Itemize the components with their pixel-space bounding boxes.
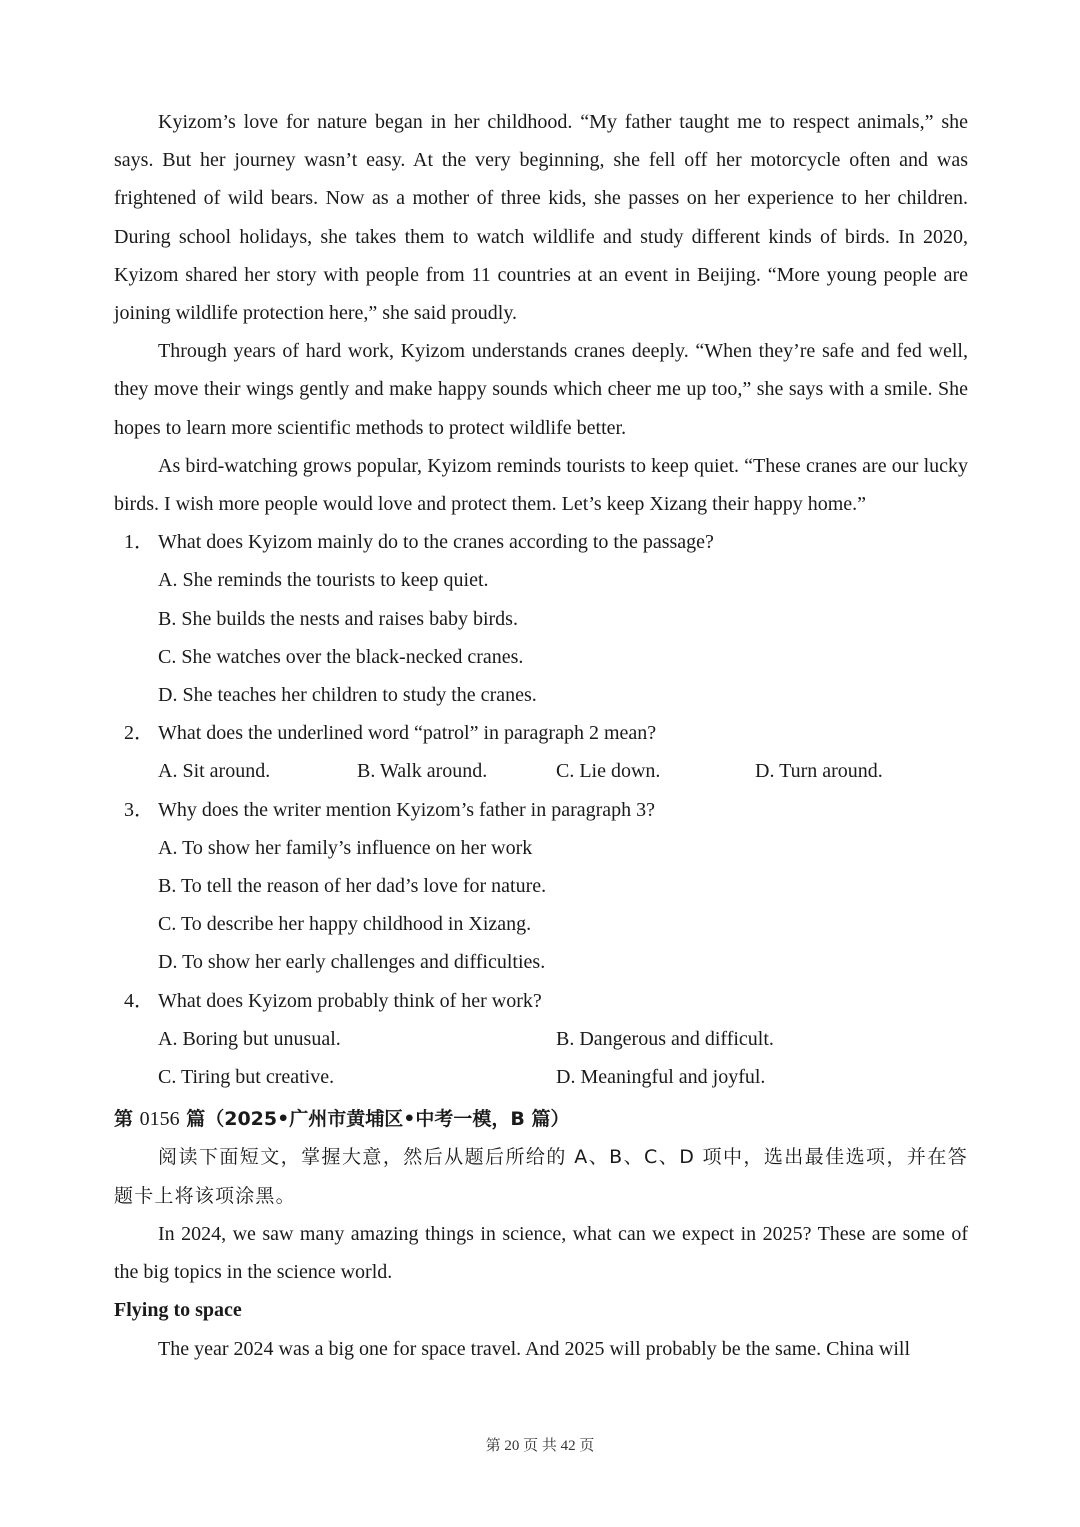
option-b: B. To tell the reason of her dad’s love for nature. <box>158 875 547 898</box>
section-paragraph: The year 2024 was a big one for space travel. And 2025 will probably be the same. China will <box>158 1337 911 1360</box>
option-b: B. Walk around. <box>357 760 488 783</box>
options-row <box>114 1058 968 1096</box>
passage-paragraph: Through years of hard work, Kyizom understands cranes deeply. “When they’re safe and fed well, they move their wings gently and make happy sounds which cheer me up too,” she says with a smile. She hopes to learn more scientific methods to protect wildlife better. <box>114 340 968 439</box>
option-a: A. Boring but unusual. <box>158 1027 341 1050</box>
question-text: What does Kyizom mainly do to the cranes according to the passage? <box>158 531 714 554</box>
section-title-prefix: 第 <box>114 1108 140 1131</box>
question-number: 3． <box>124 798 154 821</box>
options-row <box>114 1020 968 1058</box>
section-title-suffix: 篇（2025•广州市黄埔区•中考一模，B 篇） <box>179 1108 570 1131</box>
question-text: What does the underlined word “patrol” in paragraph 2 mean? <box>158 722 657 745</box>
option-a: A. She reminds the tourists to keep quiet. <box>158 569 489 592</box>
option-c: C. She watches over the black-necked cranes. <box>158 645 524 668</box>
option-d: D. She teaches her children to study the cranes. <box>158 684 537 707</box>
option-d: D. Meaningful and joyful. <box>556 1066 766 1089</box>
section-title <box>114 1096 968 1138</box>
option-d: D. Turn around. <box>755 760 883 783</box>
options-row <box>114 752 968 790</box>
option-b: B. Dangerous and difficult. <box>556 1027 774 1050</box>
option-c: C. To describe her happy childhood in Xizang. <box>158 913 532 936</box>
option-a: A. To show her family’s influence on her work <box>158 836 533 859</box>
option-c: C. Tiring but creative. <box>158 1066 335 1089</box>
section-instruction: 阅读下面短文，掌握大意，然后从题后所给的 A、B、C、D 项中，选出最佳选项，并在答题卡上将该项涂黑。 <box>114 1146 968 1207</box>
question-text: What does Kyizom probably think of her work? <box>158 989 542 1012</box>
question-2 <box>114 714 968 752</box>
option-d: D. To show her early challenges and difficulties. <box>158 951 546 974</box>
question-3 <box>114 791 968 829</box>
question-number: 1． <box>124 531 154 554</box>
section-number: 0156 <box>139 1108 180 1131</box>
page-footer: 第 20 页 共 42 页 <box>485 1438 595 1454</box>
document-page <box>114 103 968 1368</box>
option-c: C. Lie down. <box>556 760 661 783</box>
option-b: B. She builds the nests and raises baby birds. <box>158 607 518 630</box>
subheading: Flying to space <box>114 1299 242 1322</box>
question-4 <box>114 982 968 1020</box>
question-number: 2． <box>124 722 154 745</box>
section-intro: In 2024, we saw many amazing things in science, what can we expect in 2025? These are some of the big topics in the science world. <box>114 1222 968 1284</box>
option-a: A. Sit around. <box>158 760 271 783</box>
passage-paragraph: As bird-watching grows popular, Kyizom reminds tourists to keep quiet. “These cranes are our lucky birds. I wish more people would love and protect them. Let’s keep Xizang their happy home.” <box>114 454 968 516</box>
passage-paragraph: Kyizom’s love for nature began in her childhood. “My father taught me to respect animals,” she says. But her journey wasn’t easy. At the very beginning, she fell off her motorcycle often and was frightened of wild bears. Now as a mother of three kids, she passes on her experience to her children. During school holidays, she takes them to watch wildlife and study different kinds of birds. In 2020, Kyizom shared her story with people from 11 countries at an event in Beijing. “More young people are joining wildlife protection here,” she said proudly. <box>114 111 968 325</box>
question-1 <box>114 523 968 561</box>
question-text: Why does the writer mention Kyizom’s father in paragraph 3? <box>158 798 656 821</box>
question-number: 4． <box>124 989 154 1012</box>
